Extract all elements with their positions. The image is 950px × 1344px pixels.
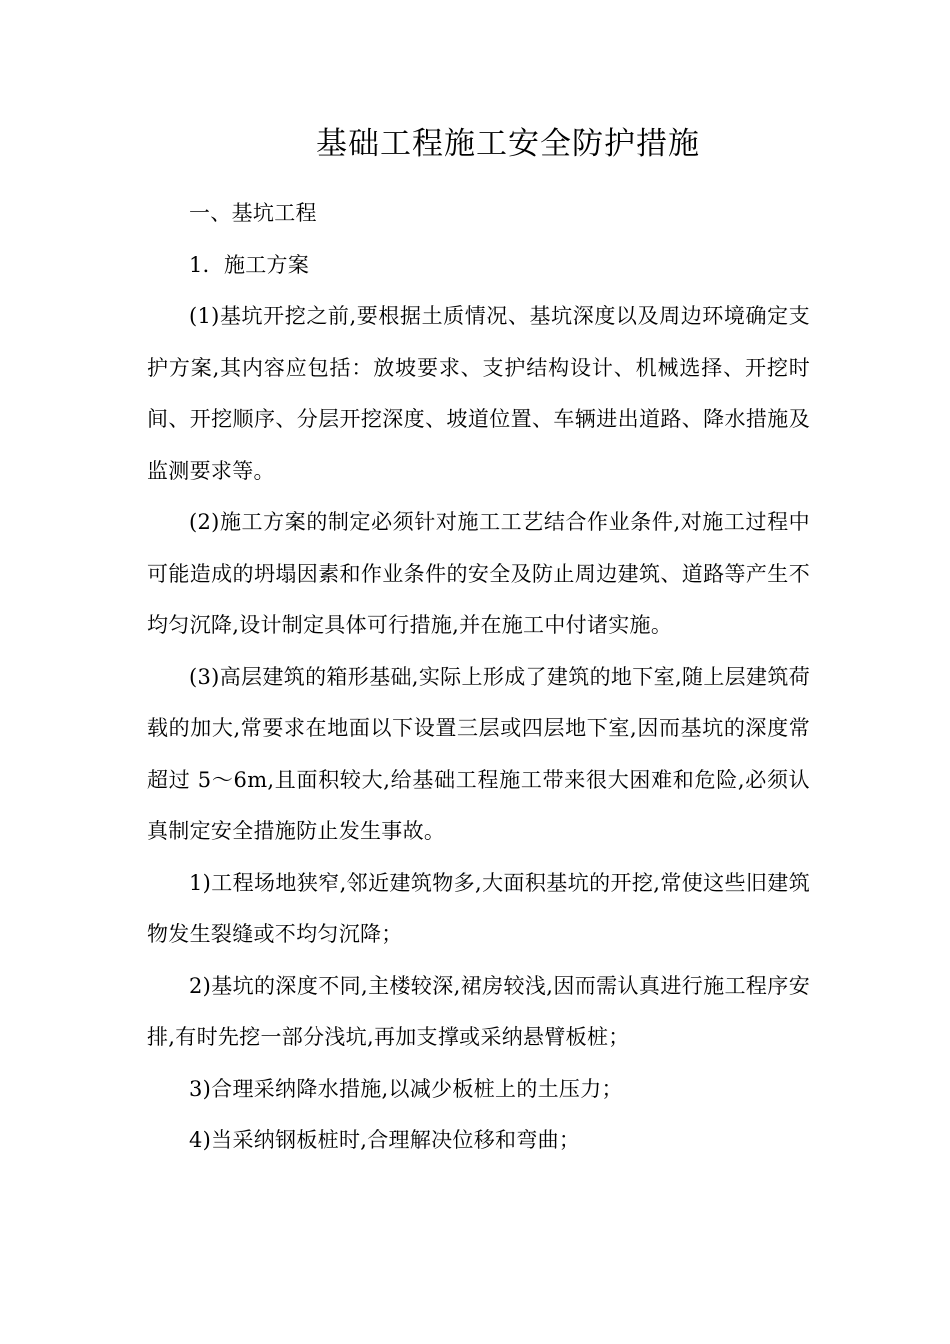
list-item: 2)基坑的深度不同,主楼较深,裙房较浅,因而需认真进行施工程序安排,有时先挖一部分浅坑,再加支撑或采纳悬臂板桩； xyxy=(147,973,810,1049)
subsection-heading: 1．施工方案 xyxy=(189,252,310,277)
list-item: 4)当采纳钢板桩时,合理解决位移和弯曲； xyxy=(189,1128,581,1152)
document-title: 基础工程施工安全防护措施 xyxy=(316,126,700,162)
paragraph: (3)高层建筑的箱形基础,实际上形成了建筑的地下室,随上层建筑荷载的加大,常要求在地面以下设置三层或四层地下室,因而基坑的深度常超过 5～6m,且面积较大,给基础工程施工带来很大困难和危险,必须认真制定安全措施防止发生事故。 xyxy=(147,664,810,843)
document-body xyxy=(147,188,810,1167)
list-item: 3)合理采纳降水措施,以减少板桩上的土压力； xyxy=(189,1076,623,1101)
list-item: 1)工程场地狭窄,邻近建筑物多,大面积基坑的开挖,常使这些旧建筑物发生裂缝或不均匀沉降； xyxy=(147,870,810,946)
paragraph: (2)施工方案的制定必须针对施工工艺结合作业条件,对施工过程中可能造成的坍塌因素和作业条件的安全及防止周边建筑、道路等产生不均匀沉降,设计制定具体可行措施,并在施工中付诸实施。 xyxy=(147,510,810,637)
paragraph: (1)基坑开挖之前,要根据土质情况、基坑深度以及周边环境确定支护方案,其内容应包括：放坡要求、支护结构设计、机械选择、开挖时间、开挖顺序、分层开挖深度、坡道位置、车辆进出道路、降水措施及监测要求等。 xyxy=(147,304,810,483)
section-heading: 一、基坑工程 xyxy=(189,201,317,225)
